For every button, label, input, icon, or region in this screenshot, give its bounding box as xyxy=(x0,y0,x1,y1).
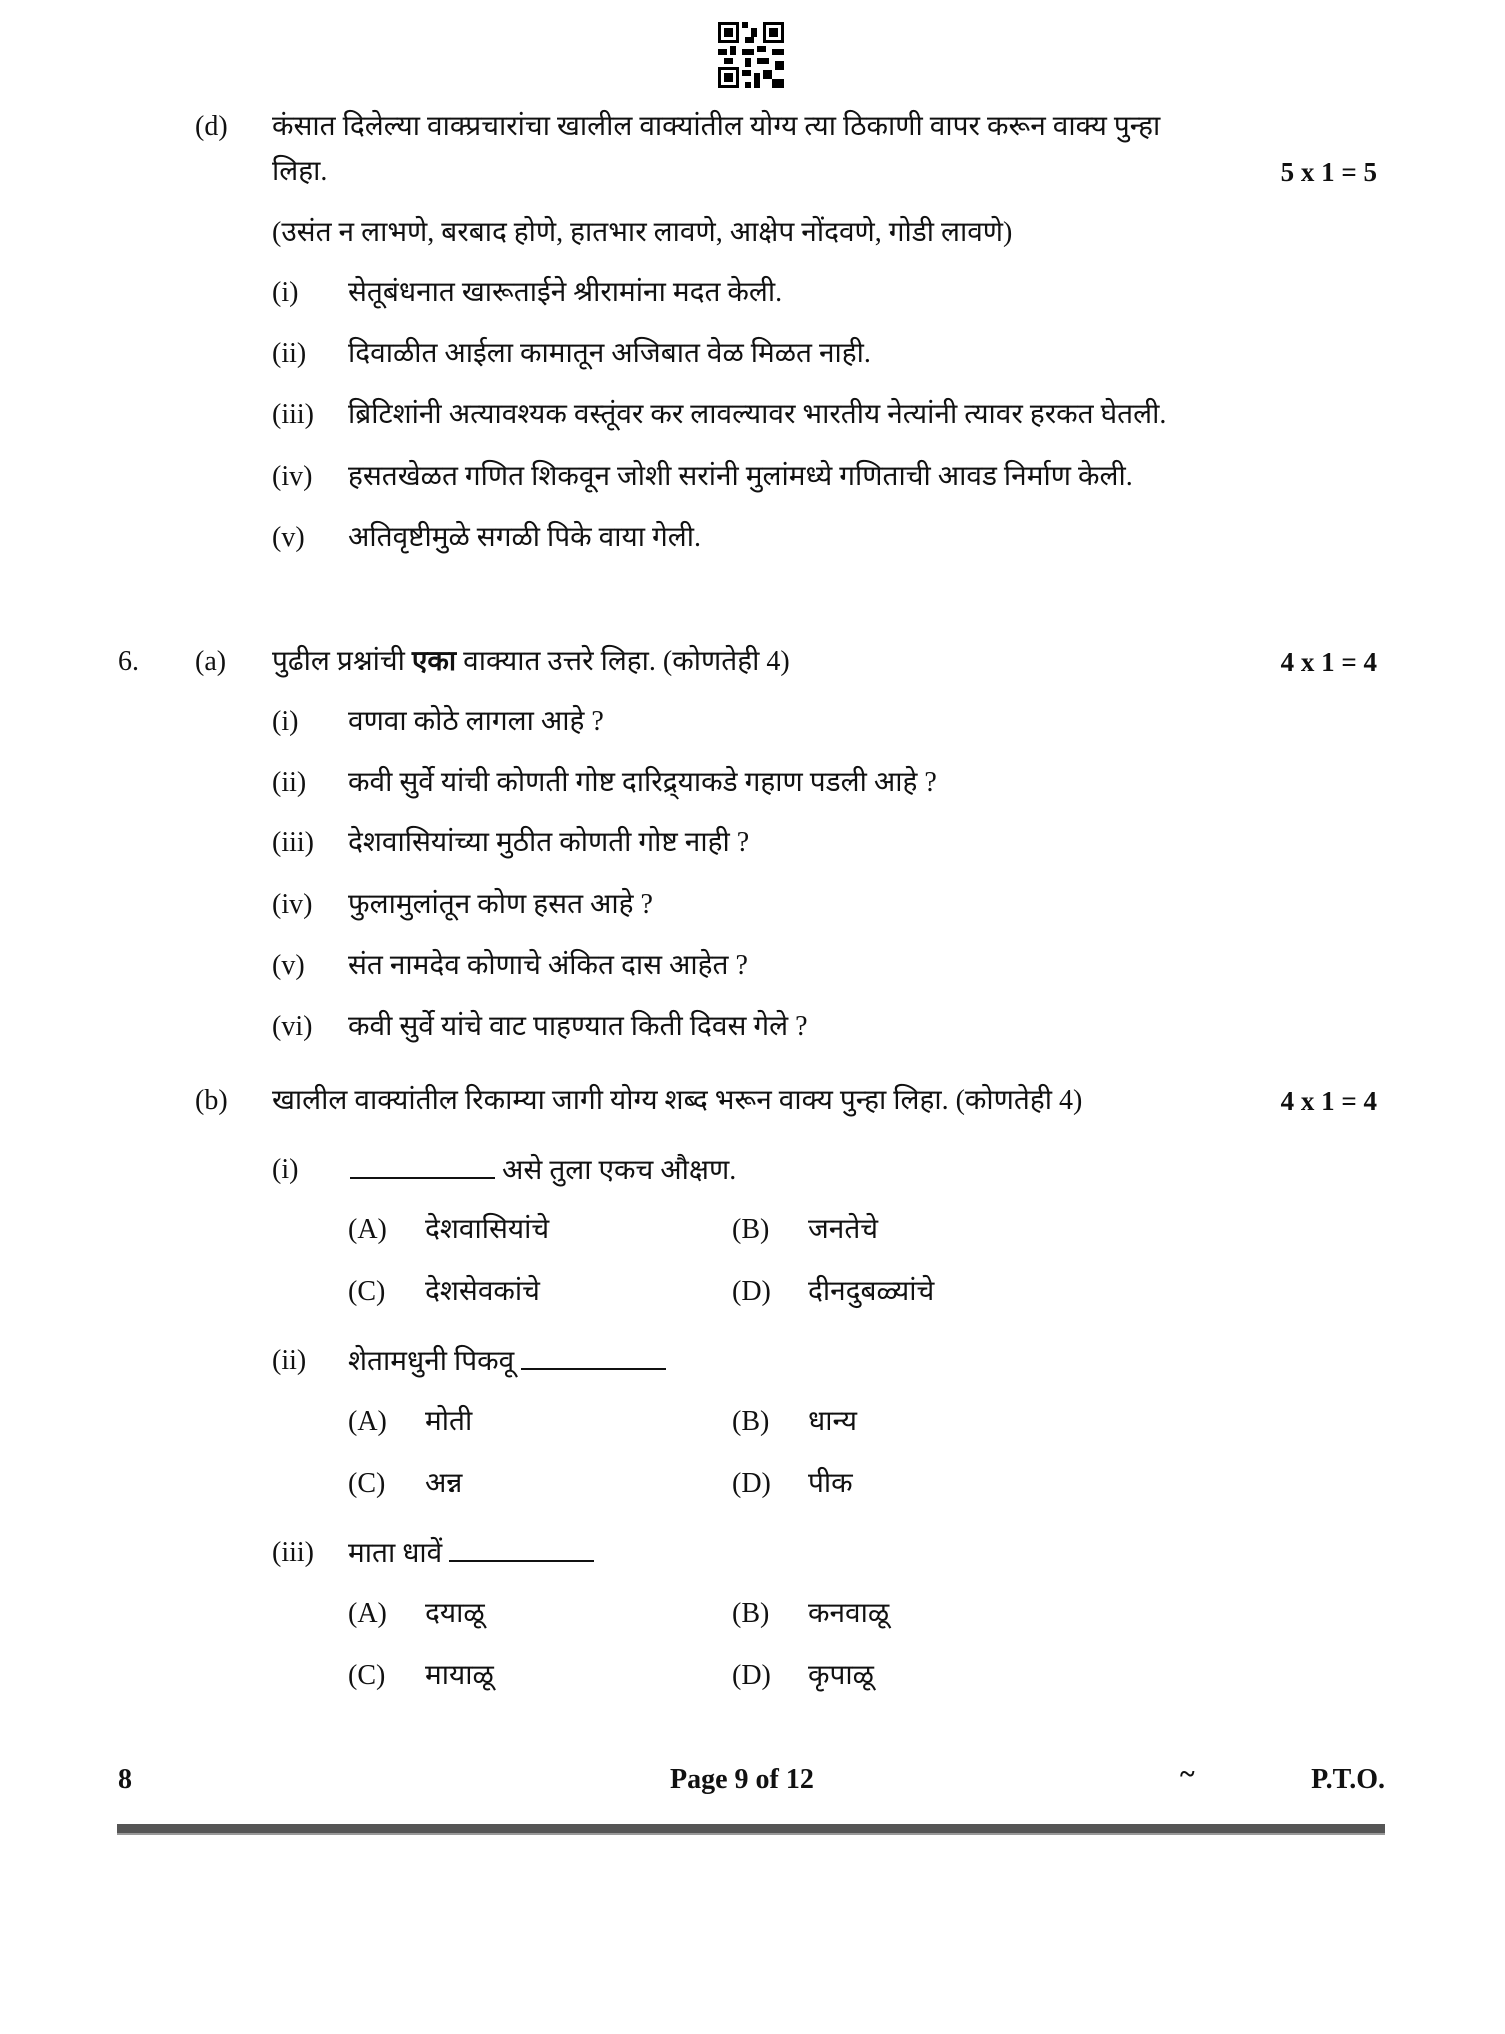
option-text: दयाळू xyxy=(425,1598,485,1629)
item-text: कवी सुर्वे यांचे वाट पाहण्यात किती दिवस गेले ? xyxy=(348,1011,808,1042)
option-text: अन्न xyxy=(425,1468,463,1499)
item-number: (vi) xyxy=(272,1011,313,1042)
marks-6a: 4 x 1 = 4 xyxy=(1280,647,1377,677)
item-number: (ii) xyxy=(272,767,307,798)
option-text: देशवासियांचे xyxy=(425,1214,550,1245)
option-text: कनवाळू xyxy=(808,1598,890,1629)
item-text: संत नामदेव कोणाचे अंकित दास आहेत ? xyxy=(348,950,748,981)
footer-rule xyxy=(117,1824,1385,1835)
item-text: दिवाळीत आईला कामातून अजिबात वेळ मिळत नाही. xyxy=(348,338,871,369)
option-label: (B) xyxy=(732,1214,770,1245)
item-number: (iii) xyxy=(272,399,314,430)
item-number: (v) xyxy=(272,522,305,553)
question-5d-instruction: कंसात दिलेल्या वाक्प्रचारांचा खालील वाक्यांतील योग्य त्या ठिकाणी वापर करून वाक्य पुन्हा xyxy=(272,111,1161,142)
option-text: देशसेवकांचे xyxy=(425,1276,540,1307)
item-text: ब्रिटिशांनी अत्यावश्यक वस्तूंवर कर लावल्यावर भारतीय नेत्यांनी त्यावर हरकत घेतली. xyxy=(348,399,1167,430)
item-text: शेतामधुनी पिकवू xyxy=(348,1346,522,1377)
option-label: (A) xyxy=(348,1406,387,1437)
item-number: (iii) xyxy=(272,1537,314,1568)
item-number: (i) xyxy=(272,277,299,308)
item-number: (iv) xyxy=(272,461,313,492)
option-label: (D) xyxy=(732,1660,771,1691)
please-turn-over: P.T.O. xyxy=(1311,1764,1385,1795)
item-text: फुलामुलांतून कोण हसत आहे ? xyxy=(348,889,653,920)
item-text: देशवासियांच्या मुठीत कोणती गोष्ट नाही ? xyxy=(348,827,750,858)
marks-6b: 4 x 1 = 4 xyxy=(1280,1086,1377,1116)
option-text: दीनदुबळ्यांचे xyxy=(808,1276,935,1307)
option-label: (D) xyxy=(732,1276,771,1307)
item-text: वणवा कोठे लागला आहे ? xyxy=(348,706,604,737)
option-label: (A) xyxy=(348,1214,387,1245)
item-number: (v) xyxy=(272,950,305,981)
tilde-mark: ~ xyxy=(1180,1759,1195,1790)
option-label: (D) xyxy=(732,1468,771,1499)
item-number: (ii) xyxy=(272,1345,307,1376)
qr-code xyxy=(718,22,784,88)
item-number: (iv) xyxy=(272,889,313,920)
answer-blank xyxy=(449,1536,594,1562)
answer-blank xyxy=(521,1344,666,1370)
item-text: कवी सुर्वे यांची कोणती गोष्ट दारिद्र्याकडे गहाण पडली आहे ? xyxy=(348,767,937,798)
question-label-5d: (d) xyxy=(195,111,228,142)
option-text: मोती xyxy=(425,1406,473,1437)
option-label: (C) xyxy=(348,1276,386,1307)
fill-blank-item xyxy=(348,1536,594,1571)
marks-5d: 5 x 1 = 5 xyxy=(1280,157,1377,187)
page-number: Page 9 of 12 xyxy=(670,1764,814,1795)
option-label: (C) xyxy=(348,1660,386,1691)
item-text: अतिवृष्टीमुळे सगळी पिके वाया गेली. xyxy=(348,522,701,553)
question-6a-instruction xyxy=(272,645,790,679)
option-label: (A) xyxy=(348,1598,387,1629)
fill-blank-item xyxy=(350,1153,736,1188)
paper-code: 8 xyxy=(118,1764,132,1795)
item-number: (ii) xyxy=(272,338,307,369)
instruction-text: वाक्यात उत्तरे लिहा. (कोणतेही 4) xyxy=(456,646,790,677)
question-label-6a: (a) xyxy=(195,646,227,677)
item-text: असे तुला एकच औक्षण. xyxy=(495,1155,737,1186)
option-text: जनतेचे xyxy=(808,1214,879,1245)
instruction-emphasis: एका xyxy=(411,646,457,677)
option-text: मायाळू xyxy=(425,1660,494,1691)
option-text: पीक xyxy=(808,1468,853,1499)
question-label-6b: (b) xyxy=(195,1085,228,1116)
item-number: (i) xyxy=(272,1154,299,1185)
question-number-6: 6. xyxy=(118,646,139,677)
item-text: माता धावें xyxy=(348,1538,450,1569)
option-label: (B) xyxy=(732,1406,770,1437)
phrase-options: (उसंत न लाभणे, बरबाद होणे, हातभार लावणे, आक्षेप नोंदवणे, गोडी लावणे) xyxy=(272,217,1013,248)
question-5d-instruction-cont: लिहा. xyxy=(272,156,328,187)
option-text: कृपाळू xyxy=(808,1660,874,1691)
item-number: (iii) xyxy=(272,827,314,858)
item-text: हसतखेळत गणित शिकवून जोशी सरांनी मुलांमध्ये गणिताची आवड निर्माण केली. xyxy=(348,461,1133,492)
option-label: (B) xyxy=(732,1598,770,1629)
instruction-text: पुढील प्रश्नांची xyxy=(272,646,412,677)
question-6b-instruction: खालील वाक्यांतील रिकाम्या जागी योग्य शब्द भरून वाक्य पुन्हा लिहा. (कोणतेही 4) xyxy=(272,1085,1083,1116)
option-label: (C) xyxy=(348,1468,386,1499)
item-text: सेतूबंधनात खारूताईने श्रीरामांना मदत केली. xyxy=(348,277,783,308)
item-number: (i) xyxy=(272,706,299,737)
option-text: धान्य xyxy=(808,1406,857,1437)
fill-blank-item xyxy=(348,1344,666,1379)
answer-blank xyxy=(350,1153,495,1179)
